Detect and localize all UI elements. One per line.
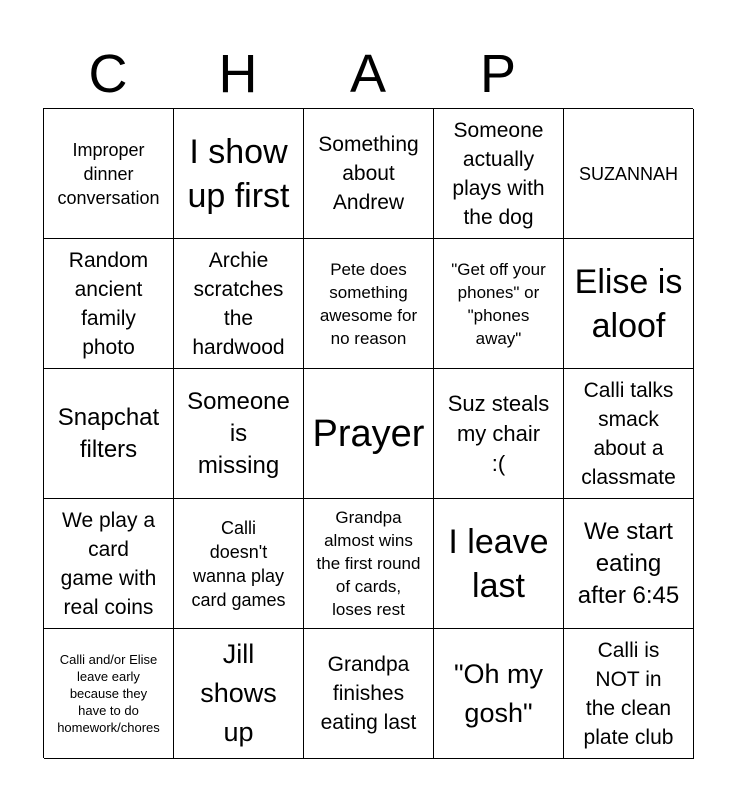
cell-text: "Oh my gosh" xyxy=(453,658,544,728)
bingo-cell[interactable] xyxy=(44,629,174,759)
cell-text: Someone is missing xyxy=(187,387,290,479)
cell-text: Improper dinner conversation xyxy=(57,139,160,208)
header-letter-p: P xyxy=(479,44,517,104)
bingo-cell[interactable] xyxy=(174,369,304,499)
bingo-cell[interactable] xyxy=(434,629,564,759)
cell-text: Something about Andrew xyxy=(318,133,419,214)
bingo-cell[interactable] xyxy=(44,369,174,499)
bingo-cell[interactable] xyxy=(174,629,304,759)
cell-text: "Get off your phones" or "phones away" xyxy=(451,259,546,348)
cell-text: I show up first xyxy=(187,132,290,215)
bingo-cell[interactable] xyxy=(174,109,304,239)
bingo-cell[interactable] xyxy=(434,239,564,369)
header-letter-h: H xyxy=(218,44,258,104)
cell-text: Elise is aloof xyxy=(574,262,683,345)
cell-text: Prayer xyxy=(312,412,425,455)
bingo-cell[interactable] xyxy=(564,629,694,759)
cell-text: Calli talks smack about a classmate xyxy=(581,378,676,489)
bingo-cell[interactable] xyxy=(174,239,304,369)
cell-text: Pete does something awesome for no reason xyxy=(319,259,418,348)
bingo-cell[interactable] xyxy=(304,629,434,759)
cell-text: SUZANNAH xyxy=(578,163,678,184)
bingo-cell[interactable] xyxy=(304,499,434,629)
cell-text: Snapchat filters xyxy=(57,403,160,463)
cell-text: I leave last xyxy=(448,522,549,605)
cell-text: Someone actually plays with the dog xyxy=(452,118,545,229)
bingo-cell[interactable] xyxy=(564,499,694,629)
bingo-cell[interactable] xyxy=(304,109,434,239)
bingo-cell free-space[interactable] xyxy=(304,369,434,499)
cell-text: Jill shows up xyxy=(200,639,277,747)
bingo-cell[interactable] xyxy=(564,369,694,499)
header-letter-c: C xyxy=(88,44,128,104)
cell-text: Grandpa finishes eating last xyxy=(320,653,417,734)
cell-text: Random ancient family photo xyxy=(68,248,149,359)
bingo-cell[interactable] xyxy=(44,499,174,629)
bingo-cell[interactable] xyxy=(434,109,564,239)
bingo-header xyxy=(43,40,693,108)
bingo-grid xyxy=(43,108,693,758)
cell-text: Calli is NOT in the clean plate club xyxy=(583,638,674,749)
bingo-cell[interactable] xyxy=(174,499,304,629)
bingo-cell[interactable] xyxy=(434,369,564,499)
cell-text: Archie scratches the hardwood xyxy=(192,248,285,359)
bingo-cell[interactable] xyxy=(304,239,434,369)
cell-text: Calli doesn't wanna play card games xyxy=(191,517,286,610)
cell-text: We start eating after 6:45 xyxy=(577,517,680,609)
cell-text: Suz steals my chair :( xyxy=(447,390,550,476)
bingo-cell[interactable] xyxy=(44,109,174,239)
bingo-cell[interactable] xyxy=(44,239,174,369)
header-letter-a: A xyxy=(349,44,387,104)
cell-text: We play a card game with real coins xyxy=(60,508,157,619)
bingo-cell[interactable] xyxy=(434,499,564,629)
cell-text: Calli and/or Elise leave early because they have to do homework/chores xyxy=(57,652,160,735)
cell-text: Grandpa almost wins the first round of cards, loses rest xyxy=(316,508,421,619)
bingo-cell[interactable] xyxy=(564,109,694,239)
bingo-cell[interactable] xyxy=(564,239,694,369)
